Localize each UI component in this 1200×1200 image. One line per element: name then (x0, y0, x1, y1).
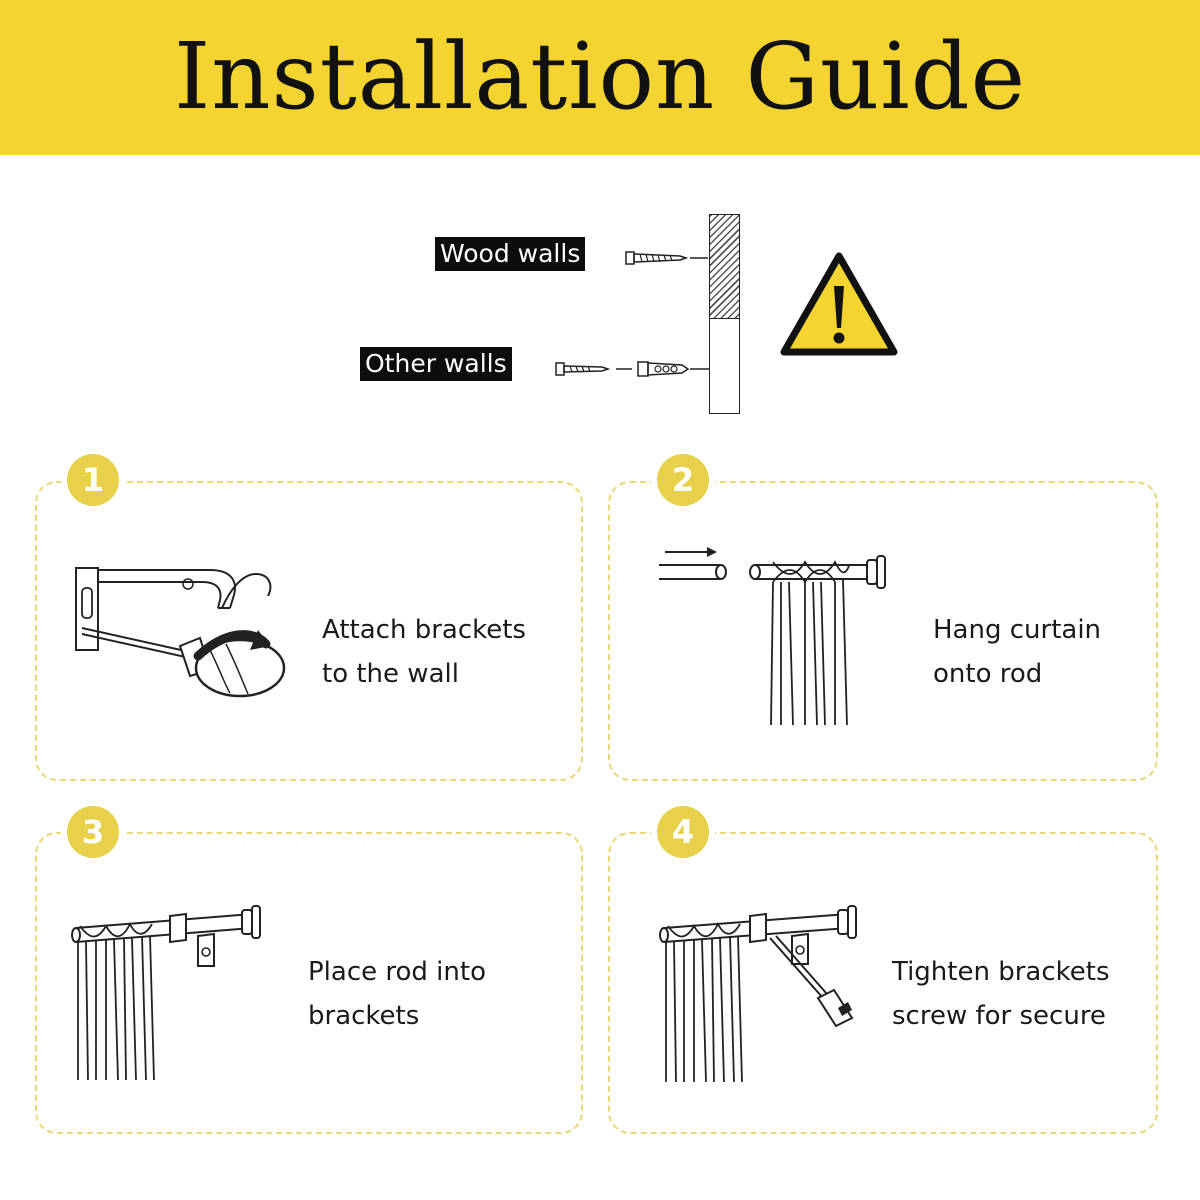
bracket-screwdriver-icon (70, 560, 290, 705)
warning-triangle-icon (778, 250, 900, 360)
step-1-instruction (322, 608, 526, 696)
wood-wall-hatch (710, 215, 739, 319)
tighten-screw-icon (658, 898, 873, 1088)
step-1-line-2: to the wall (322, 659, 459, 689)
step-4-number: 4 (657, 806, 709, 858)
step-1-line-1: Attach brackets (322, 615, 526, 645)
other-walls-label: Other walls (360, 347, 512, 381)
step-3-line-1: Place rod into (308, 957, 486, 987)
curtain-rod-icon (655, 540, 900, 730)
step-3-number: 3 (67, 806, 119, 858)
step-2-line-1: Hang curtain (933, 615, 1102, 645)
wall-cross-section (709, 214, 740, 414)
anchor-screw-icon (550, 352, 712, 388)
rod-bracket-icon (70, 900, 270, 1085)
step-4-line-2: screw for secure (892, 1001, 1106, 1031)
step-4-line-1: Tighten brackets (892, 957, 1110, 987)
step-4-instruction (892, 950, 1110, 1038)
wood-screw-icon (620, 240, 712, 276)
step-1-number: 1 (67, 454, 119, 506)
step-3-line-2: brackets (308, 1001, 420, 1031)
wood-walls-label: Wood walls (435, 237, 585, 271)
step-2-instruction (933, 608, 1101, 696)
step-3-instruction (308, 950, 486, 1038)
page-title: Installation Guide (173, 23, 1027, 130)
step-2-number: 2 (657, 454, 709, 506)
step-2-line-2: onto rod (933, 659, 1043, 689)
